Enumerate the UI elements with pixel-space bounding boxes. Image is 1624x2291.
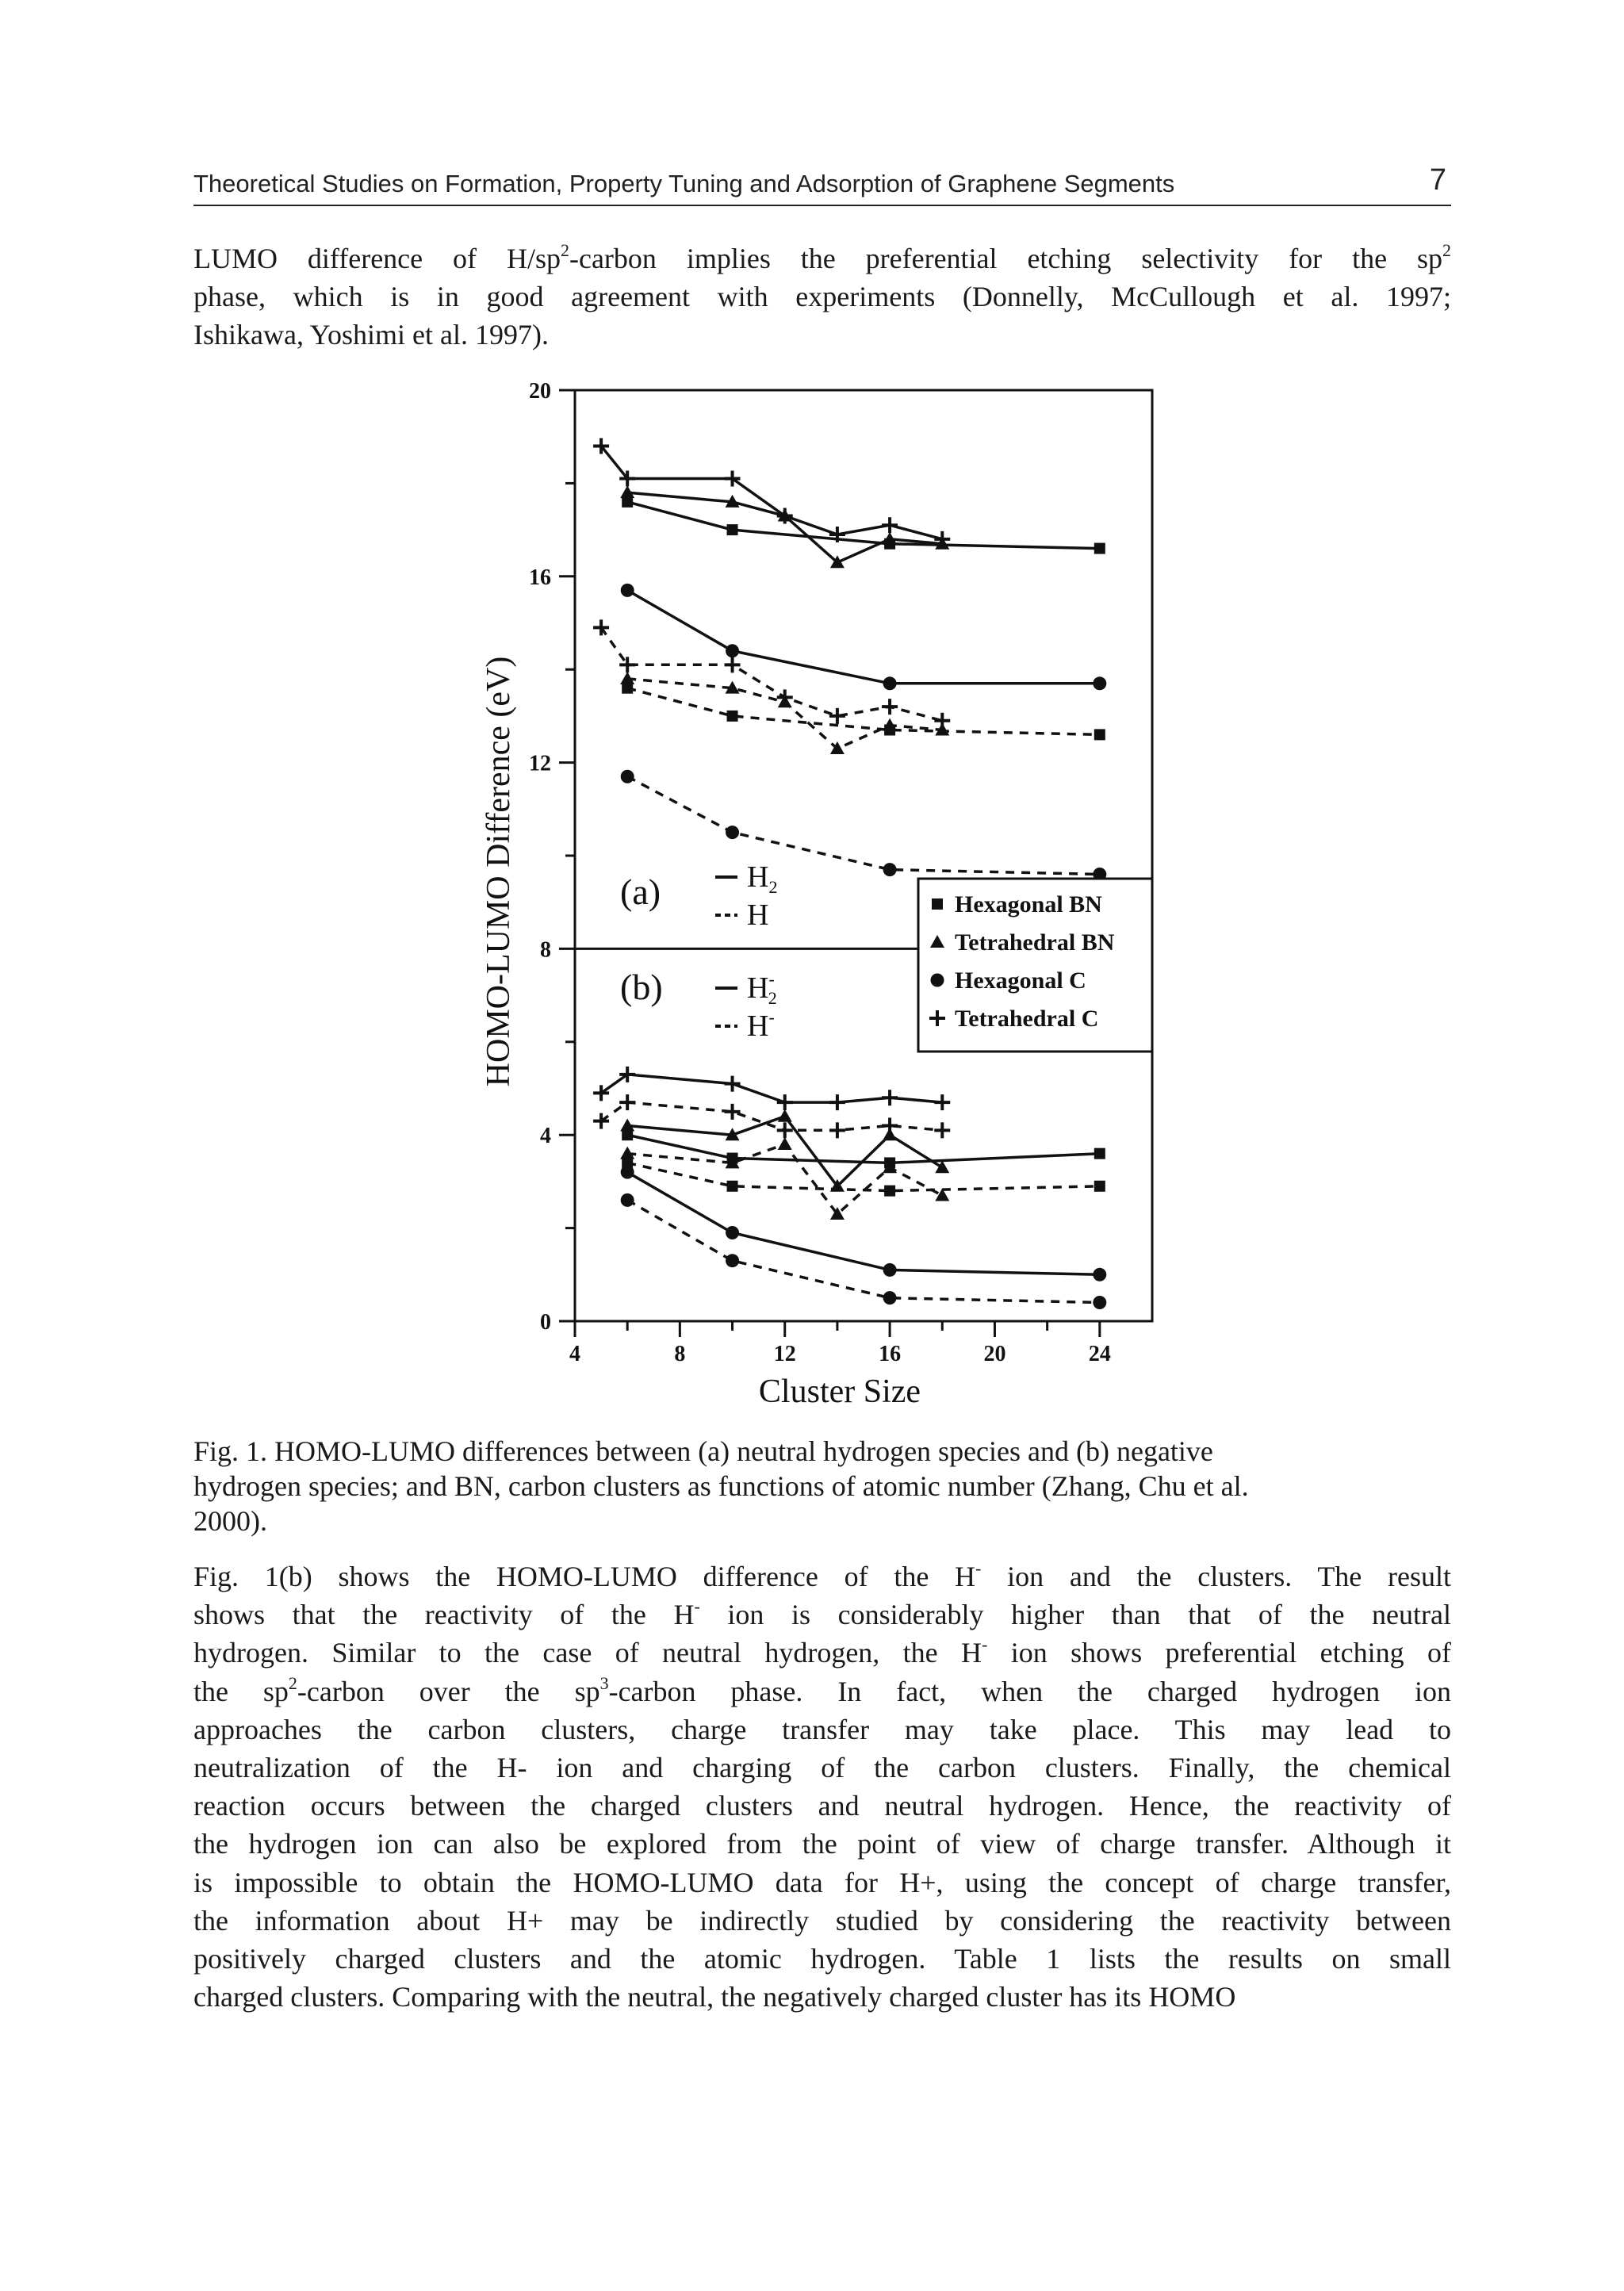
- series-hexagonal-bn-a-dashed: [622, 683, 1105, 741]
- marker-plus: [725, 1076, 741, 1092]
- series-hexagonal-c-a-solid: [621, 584, 1107, 690]
- marker-triangle: [883, 1128, 897, 1140]
- marker-square: [727, 524, 738, 535]
- body-line-2: shows that the reactivity of the H- ion is considerably higher than that of the neutral: [193, 1596, 1451, 1631]
- series-line: [627, 590, 1100, 683]
- legend-layer: [620, 860, 1152, 1052]
- series-line: [627, 776, 1100, 874]
- marker-square: [622, 683, 633, 694]
- marker-triangle: [778, 1109, 792, 1122]
- series-tetrahedral-bn-b-solid: [620, 1109, 949, 1192]
- marker-plus: [829, 708, 845, 724]
- legend-a-dashed-label: H: [747, 898, 769, 932]
- legend-entry-hexagonal-bn: Hexagonal BN: [955, 891, 1102, 918]
- marker-circle: [621, 584, 634, 597]
- series-tetrahedral-bn-b-dashed: [620, 1137, 949, 1220]
- marker-circle: [883, 1263, 897, 1277]
- y-tick-label: 20: [529, 379, 551, 404]
- panel-label-a: (a): [620, 872, 661, 912]
- series-hexagonal-c-b-solid: [621, 1166, 1107, 1282]
- marker-circle: [621, 770, 634, 783]
- body-line-6: neutralization of the H- ion and charging of the carbon clusters. Finally, the chemical: [193, 1752, 1451, 1784]
- marker-circle: [1093, 676, 1106, 690]
- series-tetrahedral-c-a-solid: [593, 438, 950, 546]
- body-line-3: hydrogen. Similar to the case of neutral hydrogen, the H- ion shows preferential etching of: [193, 1634, 1451, 1669]
- marker-square: [727, 1181, 738, 1192]
- y-tick-label: 16: [529, 565, 551, 590]
- body-line-11: positively charged clusters and the atomic hydrogen. Table 1 lists the results on small: [193, 1943, 1451, 1975]
- body-line-1: Fig. 1(b) shows the HOMO-LUMO difference of the H- ion and the clusters. The result: [193, 1558, 1451, 1592]
- marker-plus: [882, 699, 898, 715]
- page-number: 7: [1429, 163, 1446, 197]
- marker-plus: [777, 1094, 793, 1110]
- series-hexagonal-bn-a-solid: [622, 496, 1105, 554]
- x-tick-label: 4: [569, 1342, 580, 1366]
- series-line: [627, 688, 1100, 735]
- marker-circle: [883, 863, 897, 876]
- marker-circle: [726, 1254, 739, 1267]
- body-line-9: is impossible to obtain the HOMO-LUMO data for H+, using the concept of charge transfer,: [193, 1866, 1451, 1898]
- marker-circle: [883, 676, 897, 690]
- x-tick-label: 20: [983, 1342, 1006, 1366]
- marker-plus: [829, 1094, 845, 1110]
- marker-circle: [621, 1166, 634, 1179]
- x-tick-label: 24: [1088, 1342, 1111, 1366]
- series-line: [627, 502, 1100, 549]
- series-layer: [593, 438, 1106, 1309]
- body-line-4: the $sp^2$-carbon over the $sp^3$-carbon phase. In fact, when the charged hydrogen ion: [193, 1672, 1451, 1707]
- series-line: [627, 1144, 942, 1214]
- caption-line-3: 2000).: [193, 1505, 267, 1537]
- marker-plus: [725, 657, 741, 672]
- marker-square: [622, 1129, 633, 1140]
- marker-plus: [725, 1104, 741, 1120]
- y-tick-label: 0: [540, 1310, 551, 1335]
- marker-plus: [829, 1122, 845, 1138]
- body-line-12: charged clusters. Comparing with the neutral, the negatively charged cluster has its HOMO: [193, 1981, 1236, 2013]
- marker-plus: [934, 1122, 950, 1138]
- marker-circle: [726, 826, 739, 839]
- marker-plus: [934, 1094, 950, 1110]
- homo-lumo-chart: [468, 373, 1166, 1427]
- marker-plus: [882, 1090, 898, 1105]
- marker-circle: [621, 1193, 634, 1207]
- marker-square: [884, 1186, 895, 1197]
- y-tick-label: 12: [529, 751, 551, 776]
- marker-circle: [726, 1226, 739, 1239]
- series-tetrahedral-c-a-dashed: [593, 619, 950, 728]
- intro-paragraph: [193, 239, 1451, 354]
- marker-square: [884, 725, 895, 736]
- marker-square: [1094, 543, 1105, 554]
- legend-entry-hexagonal-c: Hexagonal C: [955, 967, 1086, 994]
- marker-circle: [1093, 1296, 1106, 1309]
- marker-circle: [931, 974, 944, 987]
- y-tick-label: 8: [540, 937, 551, 963]
- intro-line-1: LUMO difference of $H/sp^2$-carbon implies the preferential etching selectivity for the $sp^2$: [193, 240, 1451, 274]
- x-tick-label: 16: [879, 1342, 902, 1366]
- body-line-10: the information about H+ may be indirectly studied by considering the reactivity between: [193, 1904, 1451, 1937]
- marker-plus: [882, 517, 898, 533]
- marker-square: [1094, 1148, 1105, 1159]
- series-line: [627, 679, 942, 749]
- series-hexagonal-bn-b-solid: [622, 1129, 1105, 1168]
- x-tick-label: 8: [674, 1342, 686, 1366]
- panel-label-b: (b): [620, 967, 663, 1007]
- x-tick-label: 12: [773, 1342, 796, 1366]
- caption-line-2: hydrogen species; and BN, carbon clusters as functions of atomic number (Zhang, Chu et al.: [193, 1470, 1249, 1502]
- marker-square: [884, 538, 895, 550]
- body-line-8: the hydrogen ion can also be explored from the point of view of charge transfer. Although it: [193, 1828, 1451, 1860]
- legend-a-solid-label: $H_2$: [747, 860, 778, 897]
- series-hexagonal-c-a-dashed: [621, 770, 1107, 881]
- series-line: [627, 1163, 1100, 1190]
- running-title: Theoretical Studies on Formation, Property Tuning and Adsorption of Graphene Segments: [193, 170, 1175, 197]
- marker-square: [932, 898, 943, 910]
- body-paragraph: [193, 1557, 1451, 2016]
- x-axis-label: Cluster Size: [758, 1373, 921, 1410]
- figure-caption: [193, 1434, 1451, 1538]
- marker-square: [727, 711, 738, 722]
- marker-square: [1094, 1181, 1105, 1192]
- legend-b-dashed-label: H-: [747, 1007, 775, 1043]
- body-line-5: approaches the carbon clusters, charge transfer may take place. This may lead to: [193, 1713, 1451, 1745]
- intro-line-2: phase, which is in good agreement with experiments (Donnelly, McCullough et al. 1997;: [193, 281, 1451, 313]
- body-line-7: reaction occurs between the charged clusters and neutral hydrogen. Hence, the reactivity of: [193, 1790, 1451, 1822]
- marker-triangle: [935, 1160, 949, 1173]
- marker-circle: [883, 1291, 897, 1304]
- marker-circle: [726, 644, 739, 657]
- series-line: [627, 1200, 1100, 1302]
- legend-entry-tetrahedral-c: Tetrahedral C: [955, 1006, 1099, 1032]
- figure-1: [468, 373, 1166, 1427]
- running-header: [193, 163, 1451, 206]
- caption-line-1: Fig. 1. HOMO-LUMO differences between (a) neutral hydrogen species and (b) negative: [193, 1435, 1213, 1467]
- legend-entry-tetrahedral-bn: Tetrahedral BN: [955, 929, 1115, 956]
- legend-b-solid-label: H-2: [747, 969, 777, 1008]
- marker-square: [1094, 729, 1105, 740]
- intro-line-3: Ishikawa, Yoshimi et al. 1997).: [193, 319, 549, 351]
- marker-circle: [1093, 1268, 1106, 1282]
- series-tetrahedral-c-b-dashed: [593, 1094, 950, 1138]
- marker-triangle: [778, 1137, 792, 1150]
- marker-square: [622, 496, 633, 508]
- y-tick-label: 4: [540, 1124, 551, 1149]
- y-axis-label: HOMO-LUMO Difference (eV): [481, 656, 517, 1087]
